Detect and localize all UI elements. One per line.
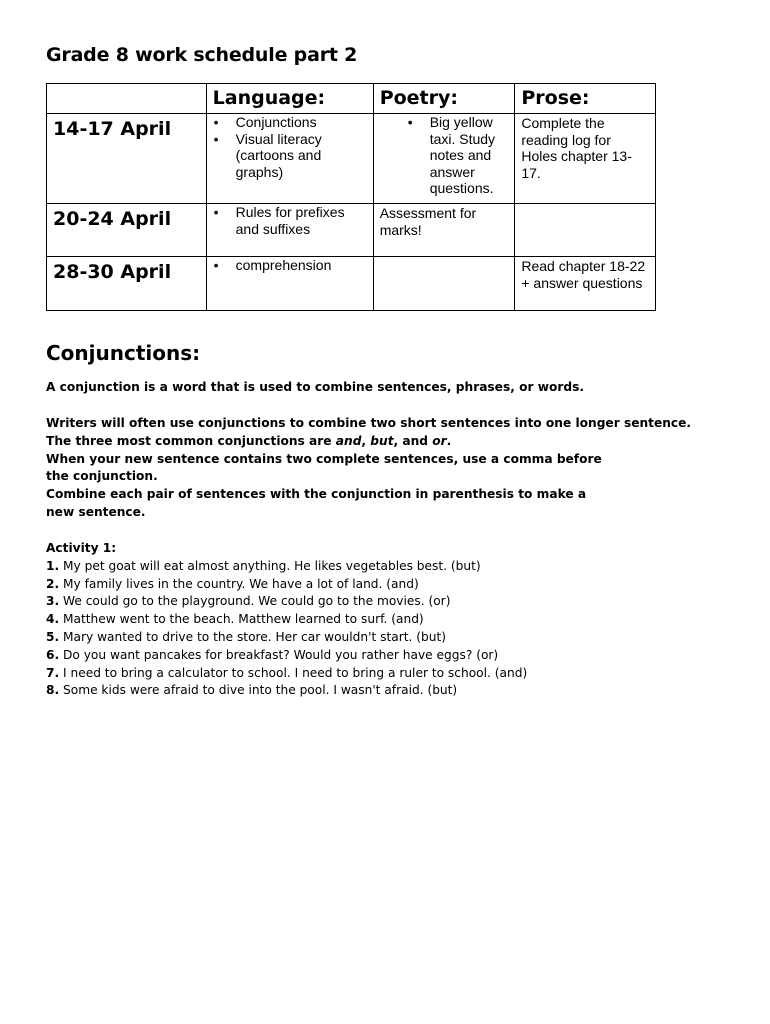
- item-text: Some kids were afraid to dive into the pool. I wasn't afraid. (but): [63, 683, 458, 698]
- language-item: • comprehension: [236, 257, 369, 274]
- instruction-line: the conjunction.: [46, 469, 158, 484]
- item-number: 1.: [46, 558, 60, 573]
- language-cell: [206, 114, 373, 204]
- instruction-line: Writers will often use conjunctions to combine two short sentences into one longer sentence.: [46, 416, 692, 430]
- instruction-text: The three most common conjunctions are: [46, 433, 336, 448]
- list-item: [46, 629, 736, 647]
- header-language: Language:: [206, 84, 373, 114]
- header-poetry: Poetry:: [373, 84, 515, 114]
- date-cell: 20-24 April: [47, 204, 207, 257]
- list-item: [46, 647, 736, 665]
- language-item: • Rules for prefixes and suffixes: [236, 204, 369, 237]
- separator: ,: [361, 433, 371, 448]
- item-text: I need to bring a calculator to school. I need to bring a ruler to school. (and): [63, 665, 528, 680]
- poetry-cell: [373, 114, 515, 204]
- item-text: My family lives in the country. We have a lot of land. (and): [63, 576, 419, 591]
- separator: , and: [393, 433, 433, 448]
- instruction-line: [46, 433, 736, 451]
- separator: .: [446, 433, 452, 448]
- schedule-table: [46, 83, 656, 311]
- prose-cell: [515, 204, 656, 257]
- conjunctions-heading: Conjunctions:: [46, 341, 201, 365]
- conjunction-word: and: [335, 433, 362, 448]
- list-item: [46, 611, 736, 629]
- prose-cell: [515, 257, 656, 311]
- item-text: My pet goat will eat almost anything. He likes vegetables best. (but): [63, 558, 481, 573]
- prose-text: Read chapter 18-22 + answer questions: [521, 258, 646, 291]
- page-title: Grade 8 work schedule part 2: [46, 44, 358, 66]
- header-empty: [47, 84, 207, 114]
- date-cell: 14-17 April: [47, 114, 207, 204]
- item-text: Mary wanted to drive to the store. Her car wouldn't start. (but): [63, 629, 446, 644]
- prose-cell: [515, 114, 656, 204]
- activity-label: Activity 1:: [46, 541, 117, 555]
- instructions-block: [46, 415, 736, 522]
- item-number: 6.: [46, 647, 60, 662]
- item-number: 4.: [46, 612, 60, 627]
- activity-list: [46, 558, 736, 700]
- poetry-item: • Big yellow taxi. Study notes and answer questions.: [430, 114, 511, 197]
- item-number: 8.: [46, 683, 60, 698]
- list-item: [46, 665, 736, 683]
- language-cell: [206, 204, 373, 257]
- item-text: We could go to the playground. We could go to the movies. (or): [63, 594, 451, 609]
- schedule-row: [47, 204, 656, 257]
- language-cell: [206, 257, 373, 311]
- conjunction-word: but: [370, 433, 394, 448]
- instruction-line: When your new sentence contains two complete sentences, use a comma before: [46, 451, 602, 466]
- item-text: Do you want pancakes for breakfast? Would you rather have eggs? (or): [63, 647, 499, 662]
- poetry-cell: [373, 257, 515, 311]
- list-item: [46, 682, 736, 700]
- poetry-text: Assessment for marks!: [379, 205, 477, 238]
- date-cell: 28-30 April: [47, 257, 207, 311]
- item-number: 2.: [46, 576, 60, 591]
- item-number: 5.: [46, 629, 60, 644]
- list-item: [46, 576, 736, 594]
- definition-text: A conjunction is a word that is used to combine sentences, phrases, or words.: [46, 380, 584, 394]
- instruction-line: Combine each pair of sentences with the conjunction in parenthesis to make a new sentence.: [46, 487, 587, 519]
- schedule-row: [47, 114, 656, 204]
- schedule-header-row: [47, 84, 656, 114]
- poetry-cell: [373, 204, 515, 257]
- schedule-row: [47, 257, 656, 311]
- item-text: Matthew went to the beach. Matthew learned to surf. (and): [63, 612, 424, 627]
- activity-block: [46, 540, 736, 700]
- list-item: [46, 593, 736, 611]
- prose-text: Complete the reading log for Holes chapter 13-17.: [521, 115, 632, 181]
- poetry-text: [378, 257, 511, 259]
- language-item: • Conjunctions: [236, 114, 369, 131]
- prose-text: [519, 204, 651, 206]
- header-prose: Prose:: [515, 84, 656, 114]
- language-item: • Visual literacy (cartoons and graphs): [236, 131, 369, 181]
- list-item: [46, 558, 736, 576]
- conjunction-word: or: [432, 433, 447, 448]
- item-number: 7.: [46, 665, 60, 680]
- item-number: 3.: [46, 594, 60, 609]
